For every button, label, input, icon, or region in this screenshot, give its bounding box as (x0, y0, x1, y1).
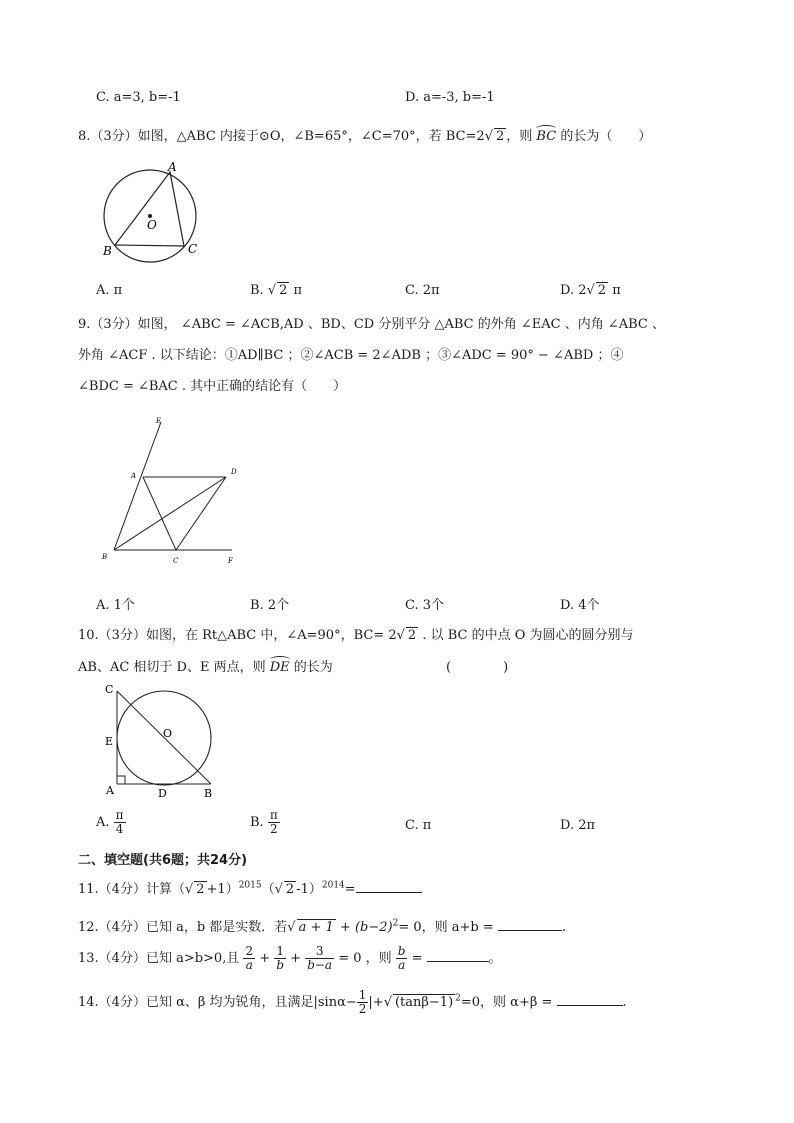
q10-option-a (96, 809, 126, 836)
q10-label-e: E (105, 735, 114, 748)
q10-label-b: B (204, 787, 213, 800)
q11-exponent-1: 2015 (238, 880, 262, 891)
q9-figure (98, 412, 248, 574)
q14-sqrt: (tanβ−1) (394, 995, 454, 1010)
q7-option-d: D. a=-3, b=-1 (405, 90, 495, 105)
q10-line-1 (78, 624, 634, 643)
q10-option-a-prefix: A. (96, 815, 110, 830)
q12-mid: + (b−2) (339, 920, 393, 935)
q10-right-angle-mark (117, 776, 125, 784)
q14-after: =0，则 α+β = (460, 995, 553, 1010)
q10-option-b-fraction (268, 809, 280, 836)
q13-plus-1: + (259, 951, 271, 966)
q8-mid: ，则 (506, 129, 533, 144)
q9-label-b: B (102, 553, 108, 561)
q11-mid-1: +1） (206, 882, 239, 897)
q8-prefix: 8.（3分）如图，△ABC 内接于⊙O，∠B=65°，∠C=70°，若 BC=2 (78, 129, 485, 144)
sqrt-icon: √ (184, 882, 194, 897)
q12-prefix: 12.（4分）已知 a，b 都是实数．若 (78, 920, 288, 935)
q8-option-d (560, 283, 621, 298)
q9-label-c: C (173, 557, 179, 565)
q14-end: . (622, 995, 627, 1010)
q9-line-2: 外角 ∠ACF . 以下结论：①AD∥BC ；②∠ACB = 2∠ADB ；③∠ADC = 90° − ∠ABD ；④ (78, 348, 624, 363)
sqrt-icon: √ (586, 283, 595, 298)
sqrt-icon: √ (396, 628, 405, 643)
q10-label-a: A (106, 784, 114, 797)
q11 (78, 878, 422, 897)
q13-answer-blank[interactable] (427, 948, 489, 962)
q10-coefficient: 2 (388, 628, 397, 643)
q10-option-b-prefix: B. (250, 815, 264, 830)
q12-after: = 0，则 a+b = (398, 920, 494, 935)
q9-label-a: A (131, 472, 137, 480)
fraction-numerator: b (397, 944, 406, 958)
fraction-numerator: π (115, 808, 124, 822)
q10-label-d: D (158, 787, 167, 800)
q9-label-f: F (228, 557, 233, 565)
fraction-denominator: 4 (115, 822, 124, 836)
q11-sqrt-1: 2 (196, 882, 205, 897)
q11-mid-2: （ (261, 882, 275, 897)
q9-line-1: 9.（3分）如图， ∠ABC = ∠ACB,AD 、BD、CD 分别平分 △ABC 的外角 ∠EAC 、内角 ∠ABC 、 (78, 317, 665, 332)
q8-label-o: O (147, 218, 157, 232)
q13-fraction-1 (243, 945, 255, 972)
q10-label-o: O (163, 727, 173, 740)
q9-line-3: ∠BDC = ∠BAC . 其中正确的结论有（ ） (78, 379, 347, 394)
fraction-denominator: a (398, 958, 406, 972)
q10-line-2-prefix: AB、AC 相切于 D、E 两点，则 (78, 660, 266, 675)
q9-label-e: E (156, 417, 162, 425)
fraction-denominator: 2 (358, 1002, 367, 1016)
q10-line-2-suffix: 的长为 (293, 660, 333, 675)
q14-exponent: 2 (455, 993, 461, 1004)
q8-sqrt: 2 (495, 129, 505, 144)
q10-label-c: C (105, 683, 114, 696)
q9-segment-ac (143, 477, 176, 550)
fraction-denominator: a (245, 958, 253, 972)
q8-option-d-suffix: π (612, 283, 621, 298)
q8-triangle (115, 172, 184, 246)
q13-prefix: 13.（4分）已知 a>b>0,且 (78, 951, 240, 966)
q11-mid-3: -1） (296, 882, 322, 897)
q8-arc-label: BC (536, 129, 557, 144)
q10-option-b (250, 809, 280, 836)
q10-line-2 (78, 656, 333, 675)
q10-line-1-suffix: . 以 BC 的中点 O 为圆心的圆分别与 (422, 628, 634, 643)
q9-option-d: D. 4个 (560, 598, 600, 613)
q10-line-1-prefix: 10.（3分）如图，在 Rt△ABC 中，∠A=90°，BC= (78, 628, 385, 643)
fraction-denominator: b−a (307, 958, 333, 972)
q8-option-b-suffix: π (293, 283, 303, 298)
q13 (78, 945, 502, 972)
q8-figure (95, 155, 215, 267)
q11-exponent-2: 2014 (321, 880, 345, 891)
q11-answer-blank[interactable] (356, 879, 422, 893)
q12-exponent: 2 (392, 918, 399, 929)
q12 (78, 916, 566, 935)
sqrt-icon: √ (383, 995, 392, 1010)
q10-answer-paren: ( ) (446, 660, 509, 675)
q13-fraction-2 (274, 945, 286, 972)
q8-label-b: B (103, 244, 112, 258)
q8-stem (78, 125, 651, 144)
q8-option-d-prefix: D. 2 (560, 283, 587, 298)
q14-mid: |+ (368, 995, 384, 1010)
q14-answer-blank[interactable] (557, 992, 623, 1006)
q8-option-a: A. π (96, 283, 123, 298)
fraction-numerator: 2 (245, 944, 254, 958)
sqrt-icon: √ (484, 129, 493, 144)
q13-fraction-4 (396, 945, 408, 972)
q11-prefix: 11.（4分）计算（ (78, 882, 185, 897)
q14 (78, 989, 627, 1016)
fraction-numerator: 3 (305, 945, 334, 959)
q8-suffix: 的长为（ ） (560, 129, 652, 144)
q7-option-c: C. a=3, b=-1 (96, 90, 181, 105)
q13-plus-2: + (290, 951, 302, 966)
q13-equals: = 0 ，则 (338, 951, 392, 966)
q8-option-c: C. 2π (405, 283, 440, 298)
q11-sqrt-2: 2 (285, 882, 295, 897)
q10-arc-label: DE (269, 660, 290, 675)
q10-sqrt: 2 (407, 628, 417, 643)
q10-option-c: C. π (405, 818, 432, 833)
fraction-denominator: b (276, 958, 284, 972)
sqrt-icon: √ (267, 283, 277, 298)
fraction-numerator: 1 (274, 945, 286, 959)
q9-option-c: C. 3个 (405, 598, 445, 613)
q8-option-d-sqrt: 2 (597, 283, 607, 298)
q9-option-a: A. 1个 (96, 598, 135, 613)
q8-label-a: A (168, 160, 177, 174)
fraction-numerator: 1 (358, 988, 367, 1002)
q14-fraction (357, 989, 369, 1016)
q9-segment-bd (114, 477, 226, 550)
fraction-denominator: 2 (269, 822, 278, 836)
q8-option-b-prefix: B. (250, 283, 264, 298)
q13-equals-2: = (411, 951, 423, 966)
q10-figure (100, 682, 220, 802)
q8-option-b (250, 283, 302, 298)
sqrt-icon: √ (287, 920, 296, 935)
q9-label-d: D (231, 468, 237, 476)
q10-option-d: D. 2π (560, 818, 596, 833)
q9-segment-cd (176, 477, 226, 550)
section-2-title: 二、填空题(共6题；共24分) (78, 853, 248, 868)
q9-option-b: B. 2个 (250, 598, 290, 613)
q13-end: 。 (488, 951, 502, 966)
q9-ray-be (114, 422, 161, 550)
q13-fraction-3 (305, 945, 334, 972)
sqrt-icon: √ (274, 882, 283, 897)
q12-answer-blank[interactable] (498, 917, 562, 931)
q12-sqrt: a + 1 (298, 920, 334, 935)
fraction-numerator: π (269, 808, 278, 822)
q14-prefix: 14.（4分）已知 α、β 均为锐角，且满足|sinα− (78, 995, 357, 1010)
q10-option-a-fraction (114, 809, 126, 836)
q12-end: . (561, 920, 567, 935)
q8-label-c: C (188, 242, 198, 256)
q11-suffix: = (344, 882, 356, 897)
q8-option-b-sqrt: 2 (279, 283, 288, 298)
